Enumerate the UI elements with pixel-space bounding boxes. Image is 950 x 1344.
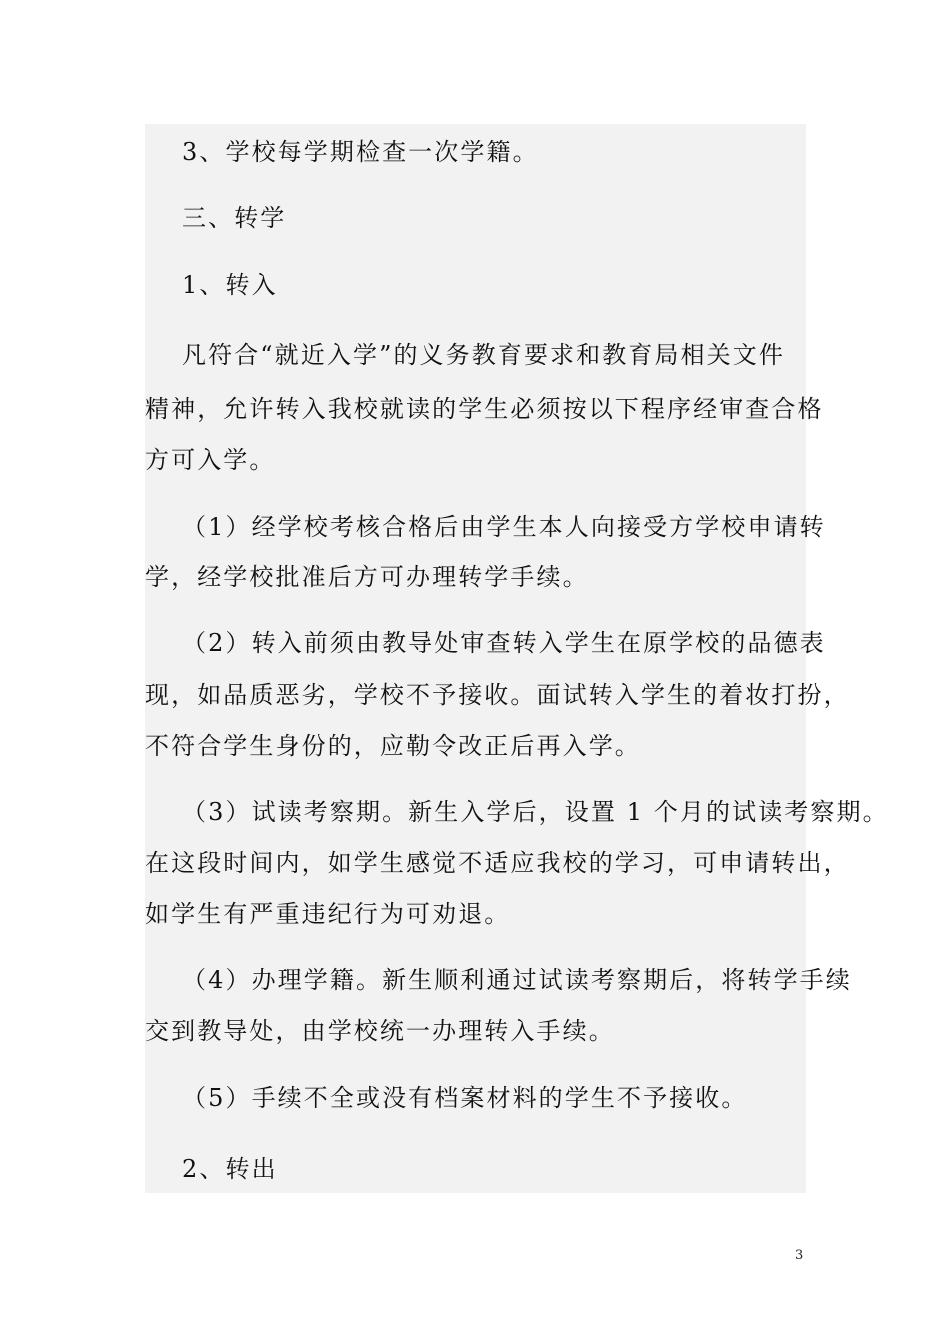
text-line-5: 精神，允许转入我校就读的学生必须按以下程序经审查合格: [145, 395, 824, 423]
text-line-15: （4）办理学籍。新生顺利通过试读考察期后，将转学手续: [182, 966, 852, 994]
text-line-10: 现，如品质恶劣，学校不予接收。面试转入学生的着妆打扮，: [145, 681, 850, 709]
text-line-11: 不符合学生身份的，应勒令改正后再入学。: [145, 732, 641, 760]
text-line-4: 凡符合“就近入学”的义务教育要求和教育局相关文件: [182, 341, 785, 369]
text-line-1: 3、学校每学期检查一次学籍。: [182, 138, 539, 166]
text-line-9: （2）转入前须由教导处审查转入学生在原学校的品德表: [182, 629, 826, 657]
page-number: 3: [795, 1248, 804, 1263]
subheading-transfer-out: 2、转出: [182, 1155, 278, 1183]
text-line-6: 方可入学。: [145, 446, 276, 474]
text-line-14: 如学生有严重违纪行为可劝退。: [145, 900, 511, 928]
text-line-7: （1）经学校考核合格后由学生本人向接受方学校申请转: [182, 513, 826, 541]
text-line-17: （5）手续不全或没有档案材料的学生不予接收。: [182, 1084, 748, 1112]
text-line-8: 学，经学校批准后方可办理转学手续。: [145, 563, 589, 591]
text-line-12: （3）试读考察期。新生入学后，设置 1 个月的试读考察期。: [182, 798, 889, 826]
text-line-16: 交到教导处，由学校统一办理转入手续。: [145, 1017, 615, 1045]
section-heading-transfer: 三、转学: [182, 204, 287, 232]
text-line-13: 在这段时间内，如学生感觉不适应我校的学习，可申请转出，: [145, 849, 850, 877]
subheading-transfer-in: 1、转入: [182, 271, 278, 299]
